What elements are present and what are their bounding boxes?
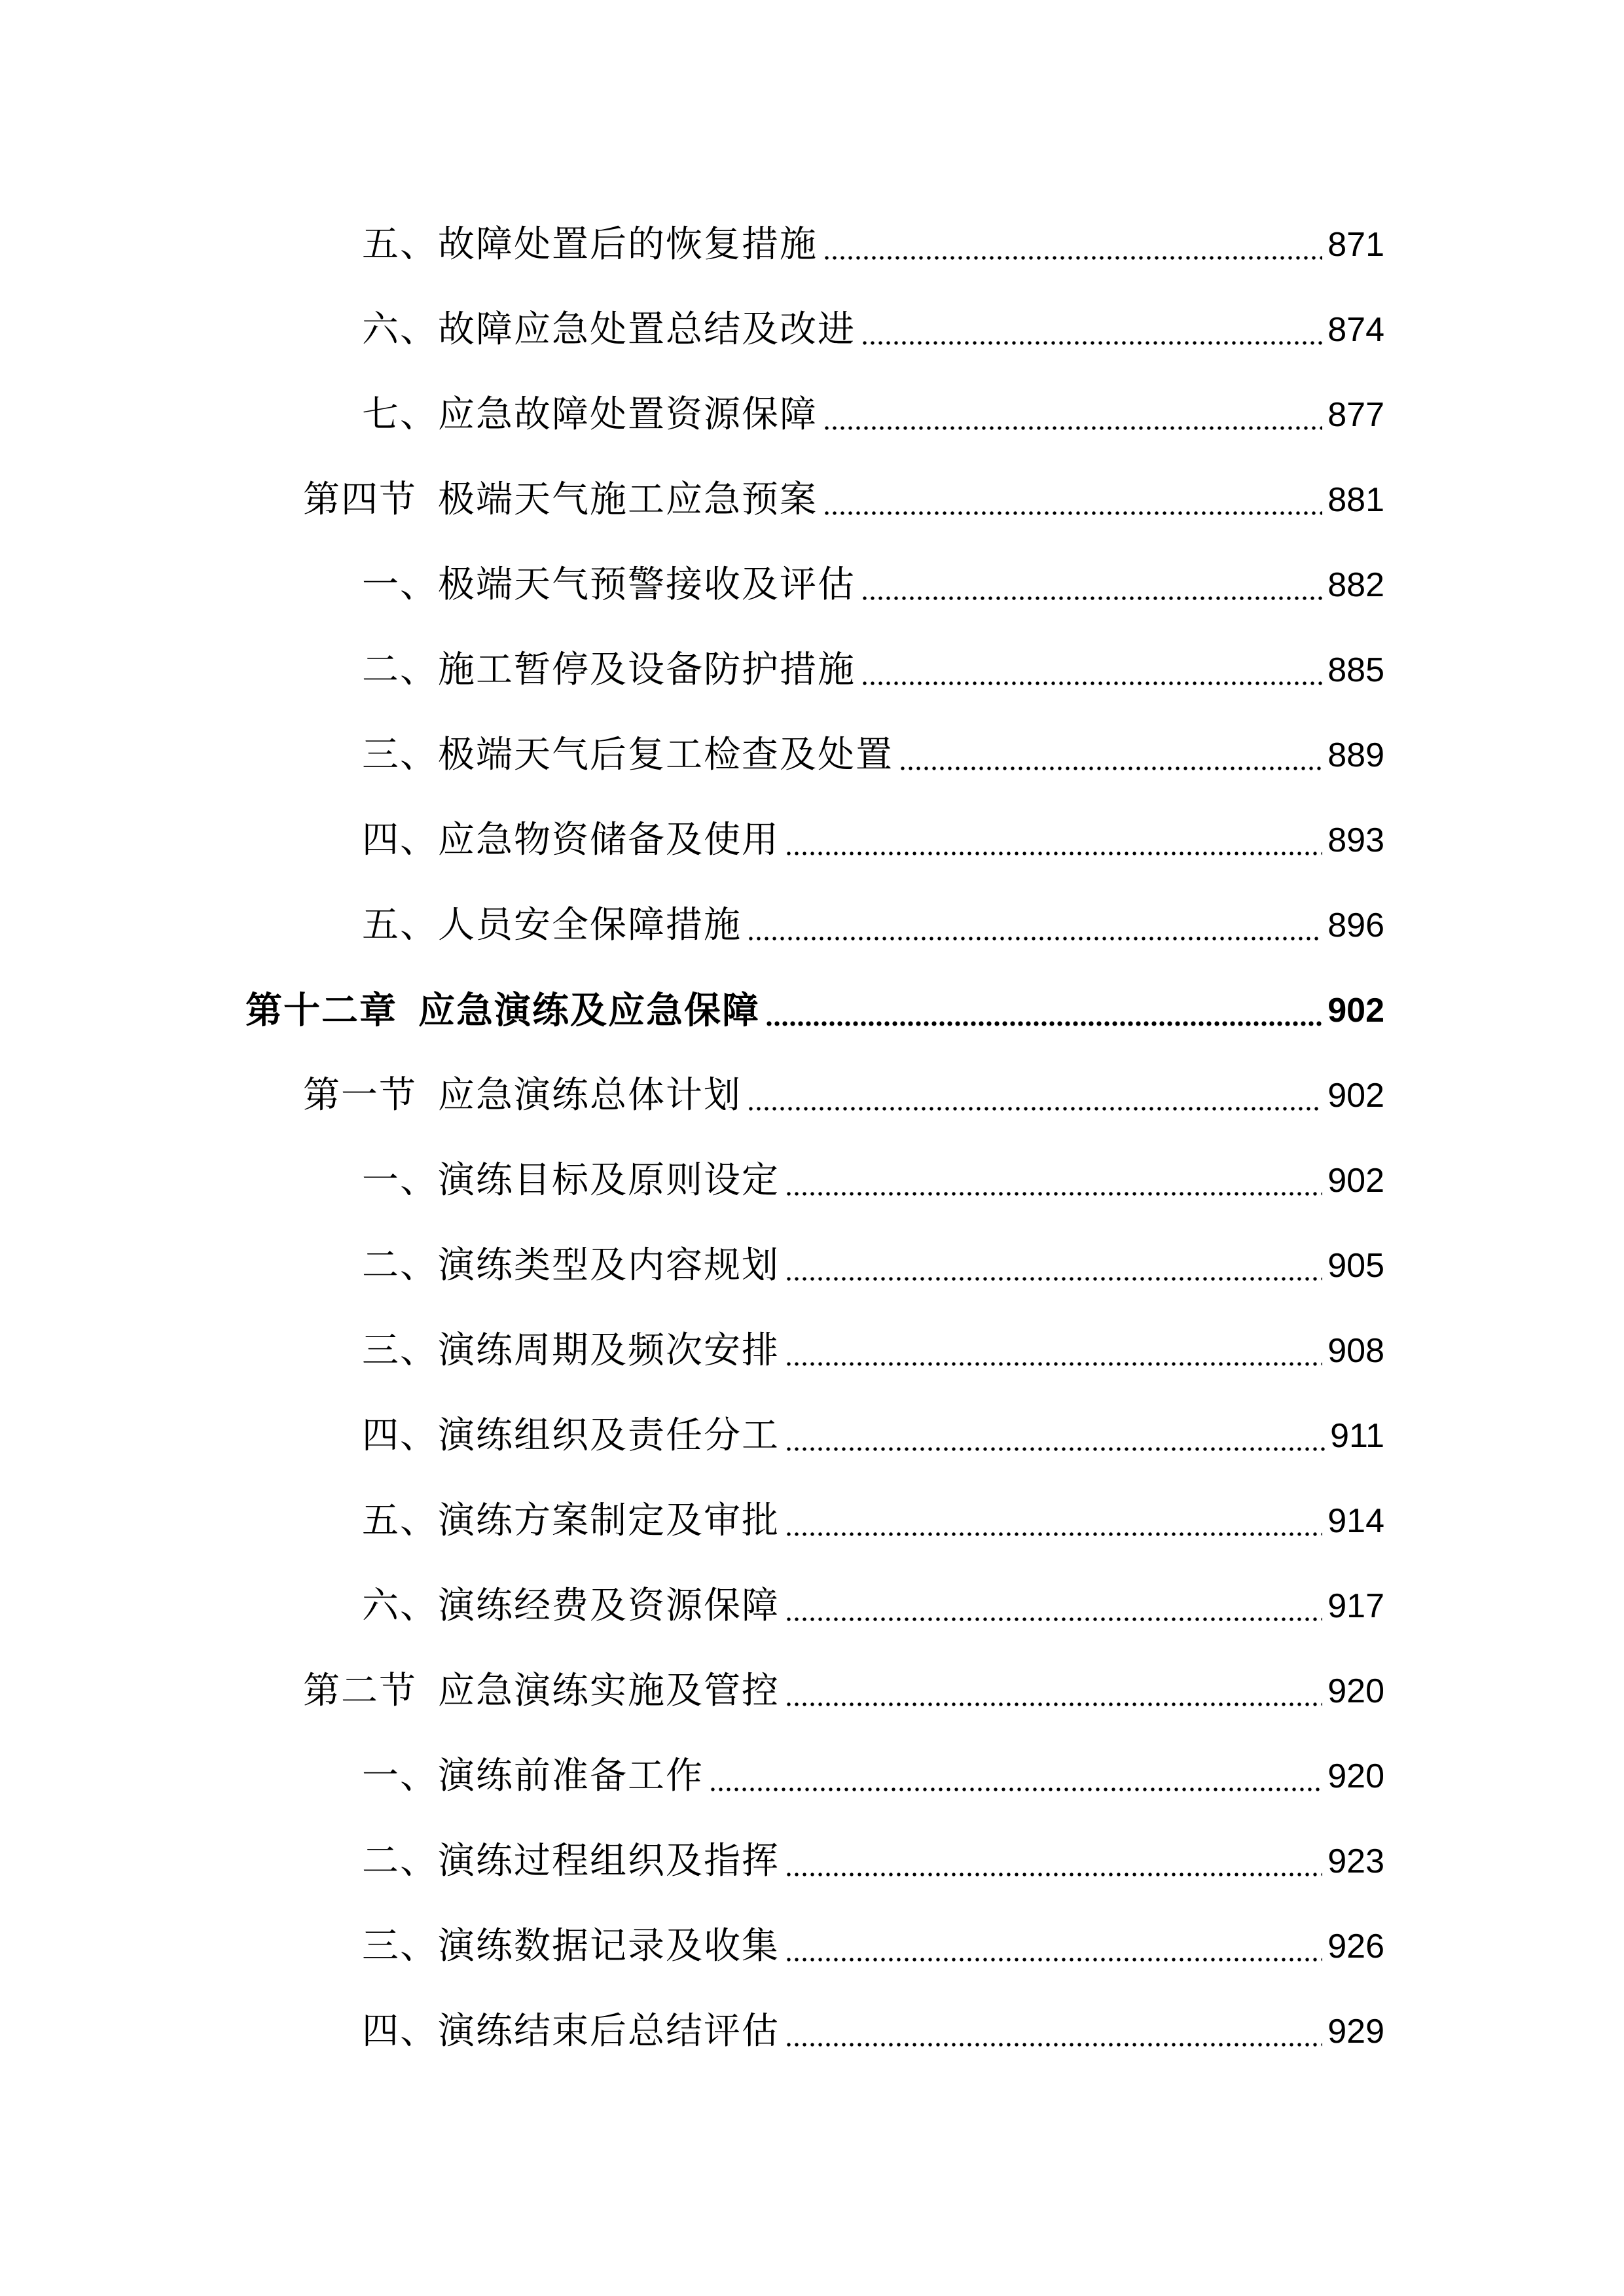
toc-entry-prefix: 第一节 bbox=[303, 1074, 417, 1117]
toc-entry-page: 923 bbox=[1327, 1842, 1384, 1880]
toc-entry-label bbox=[362, 1242, 780, 1289]
toc-entry[interactable] bbox=[0, 1892, 1624, 1970]
toc-entry-title: 人员安全保障措施 bbox=[438, 904, 742, 946]
toc-entry-title: 极端天气后复工检查及处置 bbox=[438, 734, 893, 776]
toc-entry-label bbox=[362, 1753, 704, 1800]
toc-entry[interactable] bbox=[0, 530, 1624, 609]
toc-entry-title: 演练目标及原则设定 bbox=[438, 1159, 780, 1202]
toc-entry-page: 926 bbox=[1327, 1928, 1384, 1965]
dot-leader bbox=[785, 1445, 1325, 1453]
toc-entry-title: 演练过程组织及指挥 bbox=[438, 1840, 780, 1882]
dot-leader bbox=[861, 339, 1322, 347]
toc-entry-title: 演练结束后总结评估 bbox=[438, 2010, 780, 2053]
toc-entry-title: 故障处置后的恢复措施 bbox=[438, 223, 818, 266]
dot-leader bbox=[747, 1105, 1322, 1113]
toc-entry-label bbox=[362, 1923, 780, 1970]
toc-entry-page: 871 bbox=[1327, 226, 1384, 264]
dot-leader bbox=[823, 509, 1322, 517]
toc-entry-prefix: 六、 bbox=[362, 308, 438, 351]
dot-leader bbox=[765, 1020, 1322, 1028]
toc-chapter-entry[interactable] bbox=[0, 956, 1624, 1034]
toc-entry[interactable] bbox=[0, 1041, 1624, 1119]
toc-entry-title: 应急物资储备及使用 bbox=[438, 819, 780, 861]
dot-leader bbox=[899, 764, 1322, 772]
toc-entry-label bbox=[362, 1327, 780, 1374]
toc-entry-label bbox=[362, 1498, 780, 1545]
toc-entry-label bbox=[362, 647, 856, 694]
toc-entry[interactable] bbox=[0, 700, 1624, 779]
toc-entry[interactable] bbox=[0, 785, 1624, 864]
toc-entry-page: 908 bbox=[1327, 1332, 1384, 1370]
toc-entry-prefix: 一、 bbox=[362, 1159, 438, 1202]
toc-entry[interactable] bbox=[0, 1636, 1624, 1715]
toc-entry-label bbox=[362, 391, 818, 439]
toc-entry-prefix: 二、 bbox=[362, 1840, 438, 1882]
toc-entry-page: 885 bbox=[1327, 651, 1384, 689]
toc-entry-prefix: 二、 bbox=[362, 649, 438, 691]
toc-entry-label bbox=[245, 987, 760, 1034]
toc-entry-title: 演练经费及资源保障 bbox=[438, 1585, 780, 1627]
toc-entry-page: 902 bbox=[1327, 992, 1384, 1030]
dot-leader bbox=[785, 850, 1322, 857]
dot-leader bbox=[785, 2041, 1322, 2049]
dot-leader bbox=[785, 1700, 1322, 1708]
toc-entry-label bbox=[303, 476, 818, 524]
toc-entry[interactable] bbox=[0, 1296, 1624, 1374]
toc-entry-prefix: 第十二章 bbox=[245, 989, 397, 1032]
toc-entry-title: 演练数据记录及收集 bbox=[438, 1925, 780, 1967]
toc-entry-label bbox=[362, 1157, 780, 1204]
toc-entry-page: 902 bbox=[1327, 1162, 1384, 1200]
toc-entry-prefix: 四、 bbox=[362, 819, 438, 861]
dot-leader bbox=[709, 1785, 1322, 1793]
toc-entry-label bbox=[362, 2008, 780, 2055]
toc-entry-page: 905 bbox=[1327, 1247, 1384, 1285]
toc-entry-prefix: 五、 bbox=[362, 223, 438, 266]
toc-entry-prefix: 三、 bbox=[362, 1925, 438, 1967]
toc-entry-prefix: 五、 bbox=[362, 904, 438, 946]
toc-entry-label bbox=[362, 1838, 780, 1885]
toc-entry[interactable] bbox=[0, 1381, 1624, 1460]
dot-leader bbox=[785, 1615, 1322, 1623]
dot-leader bbox=[785, 1956, 1322, 1964]
toc-entry[interactable] bbox=[0, 1466, 1624, 1545]
toc-entry[interactable] bbox=[0, 1126, 1624, 1204]
toc-entry[interactable] bbox=[0, 445, 1624, 524]
toc-entry-page: 893 bbox=[1327, 821, 1384, 859]
toc-entry-page: 889 bbox=[1327, 736, 1384, 774]
toc-entry[interactable] bbox=[0, 1977, 1624, 2055]
toc-entry-title: 演练前准备工作 bbox=[438, 1755, 704, 1797]
dot-leader bbox=[785, 1275, 1322, 1283]
dot-leader bbox=[861, 594, 1322, 602]
toc-entry[interactable] bbox=[0, 1211, 1624, 1289]
toc-entry-label bbox=[362, 1583, 780, 1630]
toc-entry-page: 882 bbox=[1327, 566, 1384, 604]
toc-entry[interactable] bbox=[0, 1806, 1624, 1885]
dot-leader bbox=[861, 679, 1322, 687]
toc-entry-label bbox=[362, 902, 742, 949]
dot-leader bbox=[785, 1871, 1322, 1878]
toc-entry-prefix: 三、 bbox=[362, 1329, 438, 1372]
toc-entry-title: 应急演练及应急保障 bbox=[418, 989, 760, 1032]
toc-entry-title: 演练周期及频次安排 bbox=[438, 1329, 780, 1372]
toc-entry-page: 917 bbox=[1327, 1587, 1384, 1625]
toc-entry-page: 874 bbox=[1327, 311, 1384, 349]
toc-entry-page: 929 bbox=[1327, 2013, 1384, 2051]
toc-entry-page: 902 bbox=[1327, 1077, 1384, 1115]
toc-entry-label bbox=[362, 732, 893, 779]
toc-entry[interactable] bbox=[0, 360, 1624, 439]
toc-entry-page: 911 bbox=[1330, 1417, 1384, 1455]
dot-leader bbox=[785, 1530, 1322, 1538]
toc-entry-page: 920 bbox=[1327, 1672, 1384, 1710]
dot-leader bbox=[823, 254, 1322, 262]
toc-entry-page: 877 bbox=[1327, 396, 1384, 434]
toc-entry-prefix: 七、 bbox=[362, 393, 438, 436]
toc-entry-prefix: 第四节 bbox=[303, 478, 417, 521]
toc-entry-title: 极端天气预警接收及评估 bbox=[438, 564, 856, 606]
toc-entry-title: 施工暂停及设备防护措施 bbox=[438, 649, 856, 691]
toc-entry-page: 920 bbox=[1327, 1757, 1384, 1795]
toc-entry-label bbox=[362, 1412, 780, 1460]
toc-entry[interactable] bbox=[0, 190, 1624, 268]
toc-entry[interactable] bbox=[0, 1721, 1624, 1800]
dot-leader bbox=[823, 424, 1322, 432]
toc-entry-prefix: 六、 bbox=[362, 1585, 438, 1627]
toc-entry-page: 881 bbox=[1327, 481, 1384, 519]
toc-entry-prefix: 五、 bbox=[362, 1499, 438, 1542]
toc-entry-prefix: 二、 bbox=[362, 1244, 438, 1287]
toc-entry-title: 应急演练总体计划 bbox=[438, 1074, 742, 1117]
toc-entry-prefix: 三、 bbox=[362, 734, 438, 776]
dot-leader bbox=[785, 1360, 1322, 1368]
toc-entry-title: 演练组织及责任分工 bbox=[438, 1414, 780, 1457]
toc-entry-title: 演练方案制定及审批 bbox=[438, 1499, 780, 1542]
toc-entry-prefix: 四、 bbox=[362, 1414, 438, 1457]
toc-entry-title: 应急故障处置资源保障 bbox=[438, 393, 818, 436]
toc-entry-label bbox=[303, 1072, 742, 1119]
toc-entry[interactable] bbox=[0, 615, 1624, 694]
toc-entry[interactable] bbox=[0, 1551, 1624, 1630]
toc-entry-label bbox=[303, 1668, 780, 1715]
toc-entry[interactable] bbox=[0, 870, 1624, 949]
toc-entry-prefix: 一、 bbox=[362, 564, 438, 606]
toc-entry-page: 896 bbox=[1327, 906, 1384, 944]
toc-entry-title: 演练类型及内容规划 bbox=[438, 1244, 780, 1287]
dot-leader bbox=[785, 1190, 1322, 1198]
toc-entry-label bbox=[362, 562, 856, 609]
toc-entry[interactable] bbox=[0, 275, 1624, 353]
toc-entry-prefix: 第二节 bbox=[303, 1670, 417, 1712]
toc-entry-label bbox=[362, 306, 856, 353]
toc-entry-page: 914 bbox=[1327, 1502, 1384, 1540]
toc-entry-label bbox=[362, 221, 818, 268]
toc-entry-title: 应急演练实施及管控 bbox=[438, 1670, 780, 1712]
toc-entry-label bbox=[362, 817, 780, 864]
toc-entry-prefix: 四、 bbox=[362, 2010, 438, 2053]
toc-entry-prefix: 一、 bbox=[362, 1755, 438, 1797]
dot-leader bbox=[747, 935, 1322, 942]
toc-entry-title: 极端天气施工应急预案 bbox=[438, 478, 818, 521]
toc-entry-title: 故障应急处置总结及改进 bbox=[438, 308, 856, 351]
